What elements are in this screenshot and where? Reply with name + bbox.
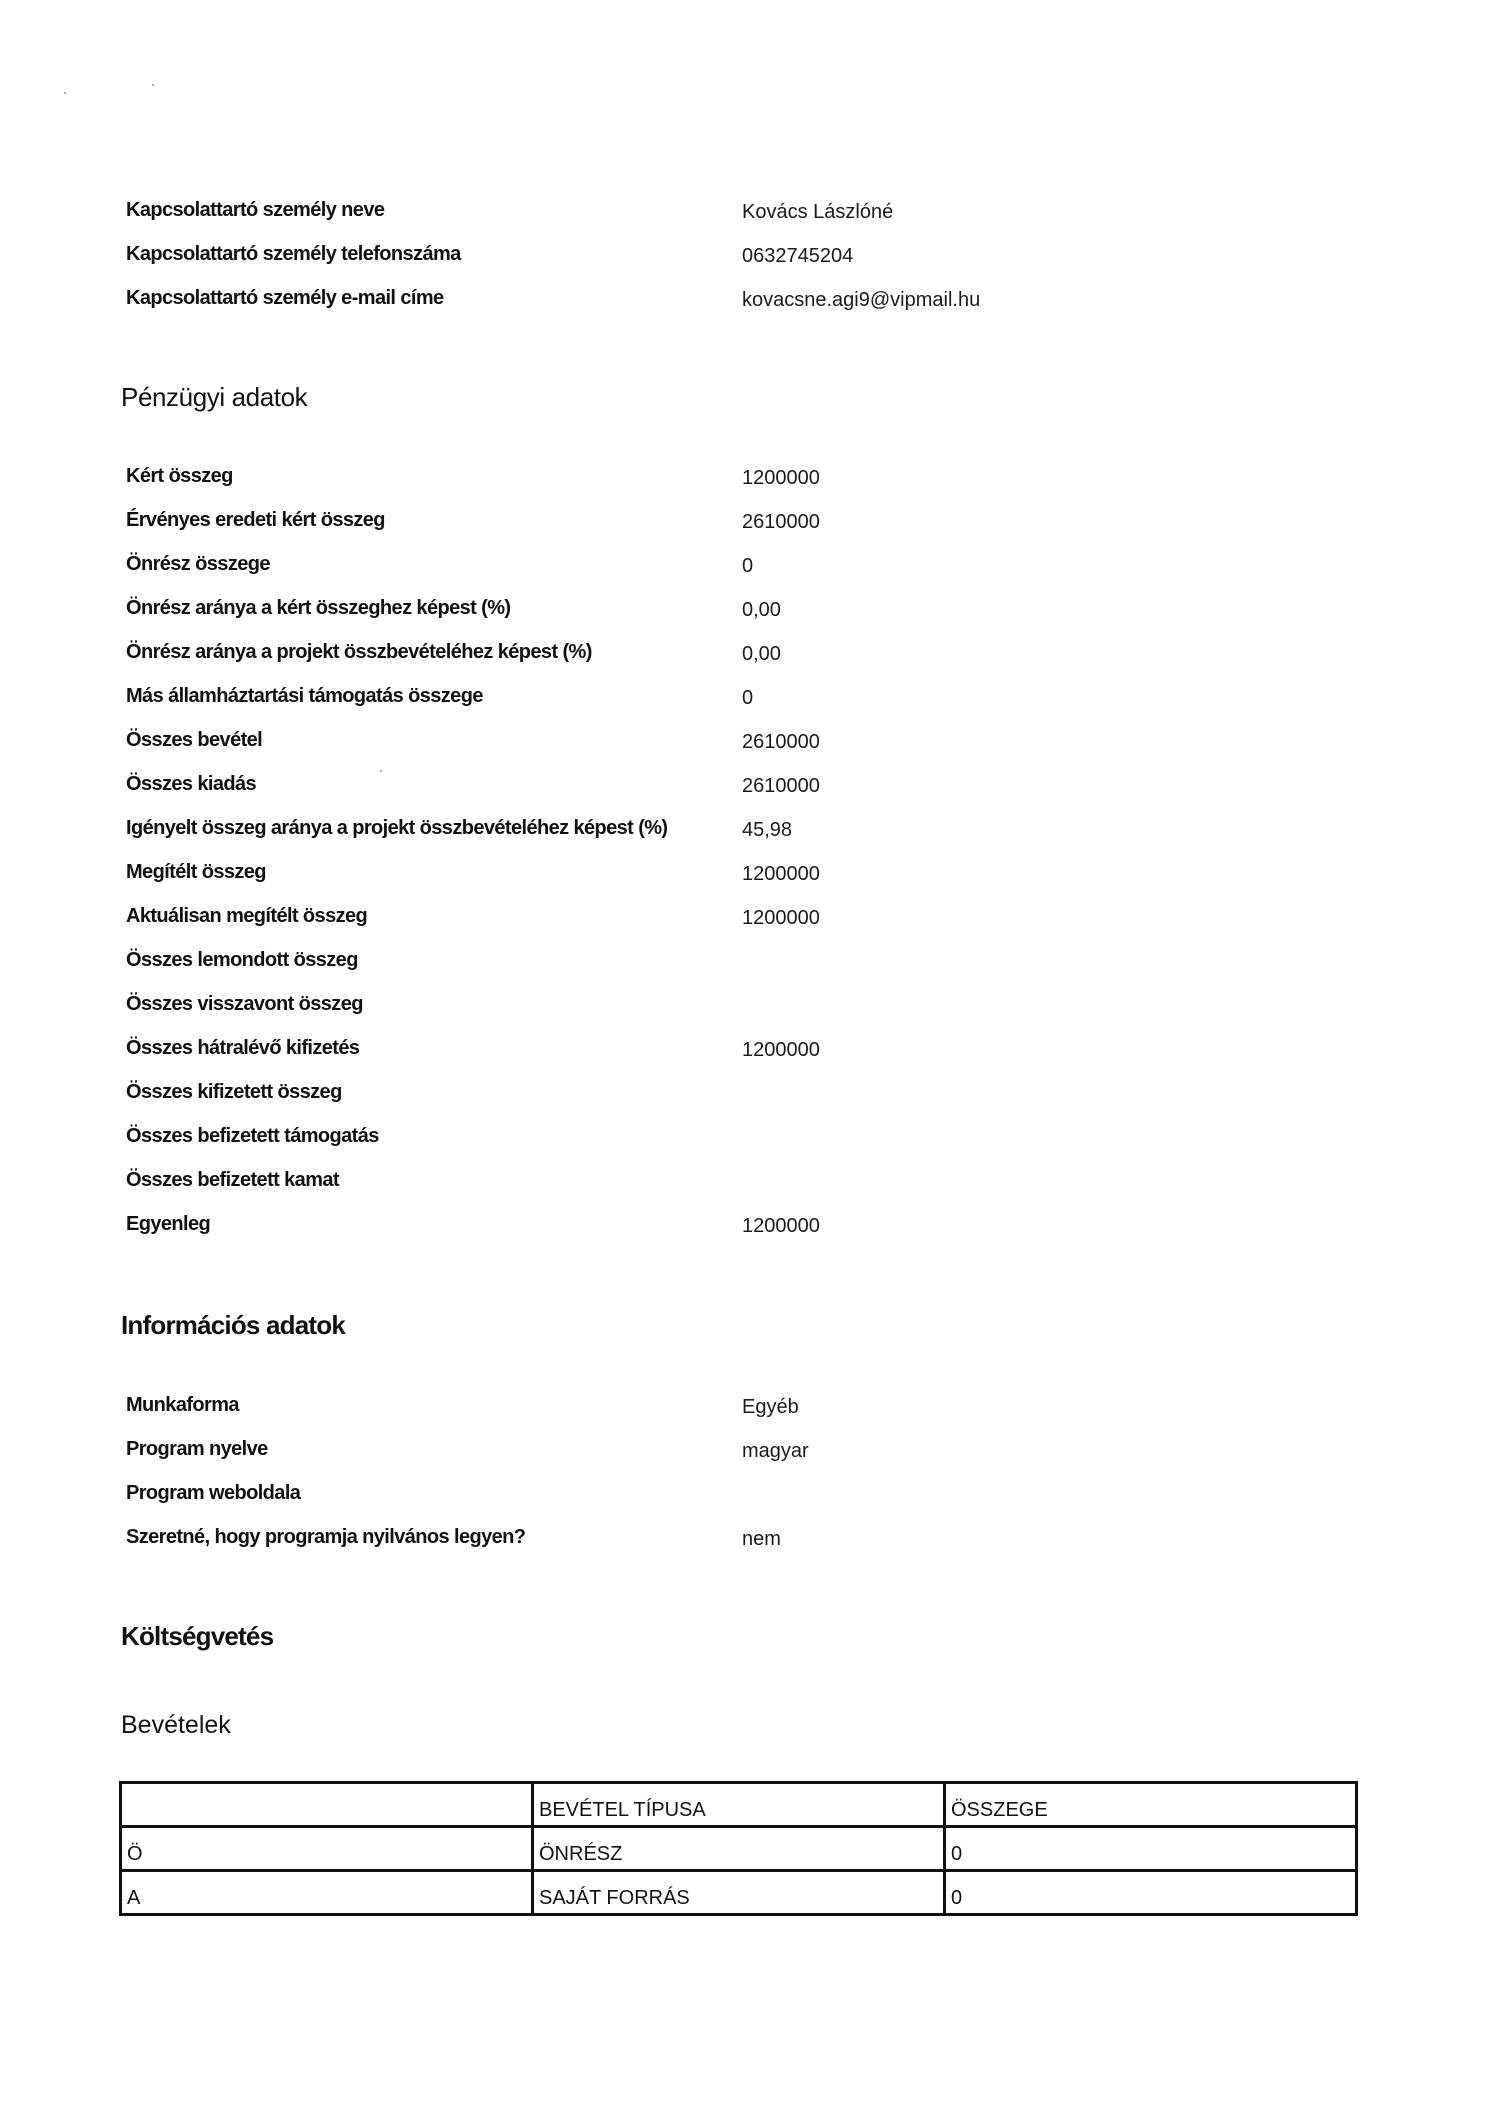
contact-row-phone	[126, 243, 1276, 273]
field-label: Kért összeg	[126, 465, 233, 487]
financial-row	[126, 773, 1276, 803]
field-value: 2610000	[742, 511, 820, 533]
field-value: Kovács Lászlóné	[742, 201, 894, 223]
table-cell: 0	[945, 1827, 1357, 1871]
section-heading-financial: Pénzügyi adatok	[121, 382, 308, 412]
table-header-row	[121, 1783, 1357, 1827]
field-value: 1200000	[742, 1039, 820, 1061]
table-cell: 0	[945, 1871, 1357, 1915]
field-value: 1200000	[742, 863, 820, 885]
table-cell: SAJÁT FORRÁS	[533, 1871, 945, 1915]
table-row	[121, 1871, 1357, 1915]
field-value: 1200000	[742, 467, 820, 489]
field-label: Kapcsolattartó személy neve	[126, 199, 385, 221]
scan-speck	[152, 84, 154, 86]
field-value: magyar	[742, 1440, 809, 1462]
section-heading-budget: Költségvetés	[121, 1621, 274, 1651]
field-label: Igényelt összeg aránya a projekt összbevételéhez képest (%)	[126, 817, 668, 839]
field-value: 0,00	[742, 643, 781, 665]
field-label: Kapcsolattartó személy telefonszáma	[126, 243, 461, 265]
table-row	[121, 1827, 1357, 1871]
field-label: Összes kifizetett összeg	[126, 1081, 342, 1103]
financial-row	[126, 1213, 1276, 1243]
info-row	[126, 1526, 1276, 1556]
financial-row	[126, 949, 1276, 979]
financial-row	[126, 861, 1276, 891]
scan-speck	[380, 770, 382, 772]
income-table	[119, 1781, 1358, 1916]
field-label: Munkaforma	[126, 1394, 239, 1416]
financial-row	[126, 465, 1276, 495]
table-header-cell	[121, 1783, 533, 1827]
field-label: Összes kiadás	[126, 773, 257, 795]
financial-row	[126, 553, 1276, 583]
field-value: 0	[742, 555, 754, 577]
financial-row	[126, 509, 1276, 539]
field-label: Más államháztartási támogatás összege	[126, 685, 483, 707]
field-label: Összes hátralévő kifizetés	[126, 1037, 360, 1059]
field-label: Program nyelve	[126, 1438, 268, 1460]
info-row	[126, 1394, 1276, 1424]
field-value: 0632745204	[742, 245, 854, 267]
financial-row	[126, 597, 1276, 627]
field-label: Összes lemondott összeg	[126, 949, 358, 971]
financial-row	[126, 641, 1276, 671]
scan-speck	[64, 92, 66, 94]
field-label: Megítélt összeg	[126, 861, 266, 883]
field-label: Összes visszavont összeg	[126, 993, 363, 1015]
field-value: 1200000	[742, 1215, 820, 1237]
field-value: kovacsne.agi9@vipmail.hu	[742, 289, 981, 311]
field-label: Önrész aránya a kért összeghez képest (%)	[126, 597, 511, 619]
field-label: Önrész összege	[126, 553, 270, 575]
field-label: Érvényes eredeti kért összeg	[126, 509, 385, 531]
subsection-heading-income: Bevételek	[121, 1711, 231, 1739]
field-label: Összes bevétel	[126, 729, 263, 751]
financial-row	[126, 905, 1276, 935]
field-value: 2610000	[742, 731, 820, 753]
field-value: nem	[742, 1528, 781, 1550]
field-value: 45,98	[742, 819, 793, 841]
contact-row-email	[126, 287, 1276, 317]
table-cell: ÖNRÉSZ	[533, 1827, 945, 1871]
field-label: Szeretné, hogy programja nyilvános legyen?	[126, 1526, 526, 1548]
financial-row	[126, 993, 1276, 1023]
field-value: 2610000	[742, 775, 820, 797]
financial-row	[126, 1037, 1276, 1067]
field-label: Egyenleg	[126, 1213, 211, 1235]
field-label: Összes befizetett kamat	[126, 1169, 339, 1191]
table-header-cell: BEVÉTEL TÍPUSA	[533, 1783, 945, 1827]
field-label: Összes befizetett támogatás	[126, 1125, 379, 1147]
financial-row	[126, 685, 1276, 715]
field-label: Aktuálisan megítélt összeg	[126, 905, 368, 927]
info-row	[126, 1438, 1276, 1468]
table-header-cell: ÖSSZEGE	[945, 1783, 1357, 1827]
table-cell: Ö	[121, 1827, 533, 1871]
section-heading-info: Információs adatok	[121, 1310, 345, 1340]
financial-row	[126, 817, 1276, 847]
field-label: Önrész aránya a projekt összbevételéhez képest (%)	[126, 641, 592, 663]
financial-row	[126, 1125, 1276, 1155]
financial-row	[126, 729, 1276, 759]
info-row	[126, 1482, 1276, 1512]
field-label: Kapcsolattartó személy e-mail címe	[126, 287, 444, 309]
table-cell: A	[121, 1871, 533, 1915]
contact-row-name	[126, 199, 1276, 229]
financial-row	[126, 1169, 1276, 1199]
field-label: Program weboldala	[126, 1482, 301, 1504]
financial-row	[126, 1081, 1276, 1111]
field-value: 0,00	[742, 599, 781, 621]
field-value: Egyéb	[742, 1396, 799, 1418]
field-value: 1200000	[742, 907, 820, 929]
field-value: 0	[742, 687, 754, 709]
